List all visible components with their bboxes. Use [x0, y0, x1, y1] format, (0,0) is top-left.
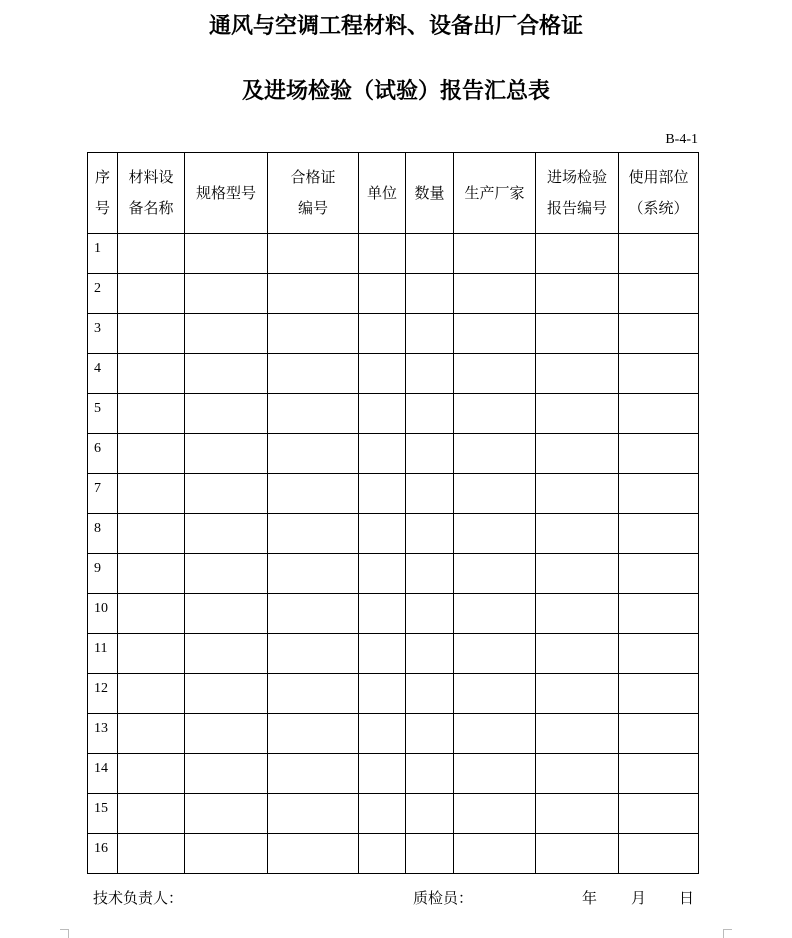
table-cell[interactable]: [536, 554, 619, 594]
table-cell[interactable]: [118, 394, 185, 434]
title-line-1: 通风与空调工程材料、设备出厂合格证: [208, 13, 583, 39]
table-cell[interactable]: [268, 434, 359, 474]
table-row: [88, 794, 699, 834]
table-cell[interactable]: [185, 674, 268, 714]
table-cell[interactable]: [536, 674, 619, 714]
table-cell[interactable]: [619, 634, 699, 674]
table-cell[interactable]: [536, 514, 619, 554]
table-cell[interactable]: [268, 354, 359, 394]
table-row: [88, 354, 699, 394]
table-cell[interactable]: [118, 674, 185, 714]
crop-mark: [723, 930, 724, 938]
table-cell[interactable]: [536, 714, 619, 754]
table-row: [88, 434, 699, 474]
table-cell[interactable]: [359, 514, 406, 554]
table-cell[interactable]: [118, 514, 185, 554]
inspector-label: 质检员：: [413, 889, 474, 907]
header-certificate-no: 合格证 编号: [268, 153, 359, 234]
table-cell[interactable]: [359, 634, 406, 674]
row-number: 11: [88, 634, 118, 674]
crop-mark: [68, 930, 69, 938]
table-cell[interactable]: [454, 714, 536, 754]
table-cell[interactable]: [359, 674, 406, 714]
table-cell[interactable]: [359, 474, 406, 514]
crop-mark: [723, 929, 732, 930]
header-usage-location: 使用部位 （系统）: [619, 153, 699, 234]
header-material-name: 材料设 备名称: [118, 153, 185, 234]
table-row: [88, 274, 699, 314]
table-cell[interactable]: [536, 274, 619, 314]
table-cell[interactable]: [619, 714, 699, 754]
table-cell[interactable]: [454, 674, 536, 714]
table-cell[interactable]: [454, 234, 536, 274]
table-cell[interactable]: [536, 834, 619, 874]
table-cell[interactable]: [619, 354, 699, 394]
header-quantity: 数量: [406, 153, 454, 234]
table-cell[interactable]: [359, 834, 406, 874]
table-cell[interactable]: [185, 434, 268, 474]
table-cell[interactable]: [118, 594, 185, 634]
table-cell[interactable]: [359, 274, 406, 314]
table-cell[interactable]: [536, 234, 619, 274]
month-label: 月: [631, 889, 647, 907]
table-cell[interactable]: [454, 794, 536, 834]
table-cell[interactable]: [185, 354, 268, 394]
table-cell[interactable]: [359, 554, 406, 594]
table-cell[interactable]: [268, 674, 359, 714]
table-cell[interactable]: [406, 474, 454, 514]
table-cell[interactable]: [118, 754, 185, 794]
table-cell[interactable]: [406, 634, 454, 674]
summary-table: [87, 152, 699, 874]
header-unit: 单位: [359, 153, 406, 234]
table-cell[interactable]: [185, 474, 268, 514]
table-cell[interactable]: [454, 474, 536, 514]
table-cell[interactable]: [359, 394, 406, 434]
table-cell[interactable]: [619, 434, 699, 474]
table-row: [88, 754, 699, 794]
table-cell[interactable]: [268, 794, 359, 834]
table-cell[interactable]: [268, 234, 359, 274]
row-number: 13: [88, 714, 118, 754]
table-cell[interactable]: [454, 754, 536, 794]
table-cell[interactable]: [268, 474, 359, 514]
table-cell[interactable]: [619, 514, 699, 554]
row-number: 7: [88, 474, 118, 514]
table-cell[interactable]: [359, 714, 406, 754]
table-row: [88, 314, 699, 354]
table-cell[interactable]: [185, 754, 268, 794]
table-cell[interactable]: [454, 354, 536, 394]
table-cell[interactable]: [454, 394, 536, 434]
table-cell[interactable]: [619, 754, 699, 794]
row-number: 16: [88, 834, 118, 874]
table-cell[interactable]: [359, 354, 406, 394]
table-cell[interactable]: [454, 554, 536, 594]
table-cell[interactable]: [619, 594, 699, 634]
table-cell[interactable]: [185, 834, 268, 874]
table-cell[interactable]: [185, 634, 268, 674]
table-cell[interactable]: [536, 634, 619, 674]
table-row: [88, 554, 699, 594]
table-cell[interactable]: [619, 674, 699, 714]
row-number: 2: [88, 274, 118, 314]
table-cell[interactable]: [118, 714, 185, 754]
table-cell[interactable]: [454, 314, 536, 354]
table-cell[interactable]: [406, 594, 454, 634]
header-inspection-report-no: 进场检验 报告编号: [536, 153, 619, 234]
table-cell[interactable]: [268, 714, 359, 754]
table-cell[interactable]: [268, 834, 359, 874]
table-row: [88, 634, 699, 674]
table-cell[interactable]: [406, 554, 454, 594]
table-cell[interactable]: [619, 314, 699, 354]
table-cell[interactable]: [454, 834, 536, 874]
table-cell[interactable]: [619, 834, 699, 874]
form-code: B-4-1: [665, 132, 698, 147]
table-cell[interactable]: [406, 234, 454, 274]
table-cell[interactable]: [536, 354, 619, 394]
row-number: 9: [88, 554, 118, 594]
table-cell[interactable]: [619, 234, 699, 274]
table-cell[interactable]: [536, 594, 619, 634]
table-cell[interactable]: [185, 794, 268, 834]
table-cell[interactable]: [359, 594, 406, 634]
table-cell[interactable]: [185, 594, 268, 634]
table-cell[interactable]: [268, 394, 359, 434]
table-cell[interactable]: [118, 834, 185, 874]
crop-mark: [60, 929, 69, 930]
table-cell[interactable]: [536, 474, 619, 514]
table-cell[interactable]: [118, 474, 185, 514]
table-cell[interactable]: [118, 634, 185, 674]
table-cell[interactable]: [454, 274, 536, 314]
table-cell[interactable]: [406, 434, 454, 474]
table-row: [88, 834, 699, 874]
table-cell[interactable]: [406, 354, 454, 394]
table-cell[interactable]: [118, 354, 185, 394]
table-cell[interactable]: [268, 274, 359, 314]
table-cell[interactable]: [268, 514, 359, 554]
table-cell[interactable]: [359, 794, 406, 834]
table-cell[interactable]: [536, 394, 619, 434]
table-row: [88, 234, 699, 274]
table-cell[interactable]: [406, 714, 454, 754]
table-cell[interactable]: [118, 434, 185, 474]
table-cell[interactable]: [406, 794, 454, 834]
table-cell[interactable]: [454, 514, 536, 554]
table-row: [88, 594, 699, 634]
header-seq: 序 号: [88, 153, 118, 234]
table-cell[interactable]: [268, 314, 359, 354]
table-cell[interactable]: [406, 314, 454, 354]
tech-lead-label: 技术负责人：: [93, 889, 184, 907]
table-cell[interactable]: [185, 234, 268, 274]
header-spec-model: 规格型号: [185, 153, 268, 234]
title-line-2: 及进场检验（试验）报告汇总表: [241, 78, 550, 104]
table-cell[interactable]: [619, 474, 699, 514]
table-cell[interactable]: [185, 514, 268, 554]
table-row: [88, 514, 699, 554]
table-cell[interactable]: [185, 554, 268, 594]
year-label: 年: [582, 889, 598, 907]
table-row: [88, 714, 699, 754]
row-number: 1: [88, 234, 118, 274]
table-cell[interactable]: [536, 314, 619, 354]
table-row: [88, 674, 699, 714]
table-row: [88, 394, 699, 434]
table-cell[interactable]: [185, 394, 268, 434]
row-number: 4: [88, 354, 118, 394]
row-number: 6: [88, 434, 118, 474]
table-cell[interactable]: [536, 434, 619, 474]
table-cell[interactable]: [406, 834, 454, 874]
table-cell[interactable]: [185, 714, 268, 754]
table-cell[interactable]: [118, 554, 185, 594]
table-cell[interactable]: [619, 554, 699, 594]
table-cell[interactable]: [359, 234, 406, 274]
table-cell[interactable]: [185, 314, 268, 354]
table-cell[interactable]: [359, 314, 406, 354]
table-cell[interactable]: [619, 274, 699, 314]
table-cell[interactable]: [185, 274, 268, 314]
row-number: 5: [88, 394, 118, 434]
row-number: 8: [88, 514, 118, 554]
table-cell[interactable]: [359, 754, 406, 794]
table-cell[interactable]: [268, 634, 359, 674]
table-cell[interactable]: [268, 594, 359, 634]
row-number: 14: [88, 754, 118, 794]
table-row: [88, 474, 699, 514]
table-cell[interactable]: [454, 634, 536, 674]
table-cell[interactable]: [406, 674, 454, 714]
table-cell[interactable]: [118, 794, 185, 834]
table-cell[interactable]: [406, 394, 454, 434]
table-cell[interactable]: [536, 754, 619, 794]
header-row: [88, 153, 699, 234]
table-cell[interactable]: [536, 794, 619, 834]
table-cell[interactable]: [454, 434, 536, 474]
table-cell[interactable]: [619, 394, 699, 434]
table-cell[interactable]: [268, 754, 359, 794]
row-number: 12: [88, 674, 118, 714]
row-number: 15: [88, 794, 118, 834]
header-manufacturer: 生产厂家: [454, 153, 536, 234]
table-cell[interactable]: [118, 234, 185, 274]
row-number: 3: [88, 314, 118, 354]
table-cell[interactable]: [406, 514, 454, 554]
table-cell[interactable]: [619, 794, 699, 834]
table-cell[interactable]: [118, 314, 185, 354]
day-label: 日: [679, 889, 695, 907]
table-cell[interactable]: [359, 434, 406, 474]
table-cell[interactable]: [406, 274, 454, 314]
table-cell[interactable]: [268, 554, 359, 594]
table-cell[interactable]: [118, 274, 185, 314]
table-cell[interactable]: [454, 594, 536, 634]
row-number: 10: [88, 594, 118, 634]
table-cell[interactable]: [406, 754, 454, 794]
signature-footer: [93, 887, 698, 907]
